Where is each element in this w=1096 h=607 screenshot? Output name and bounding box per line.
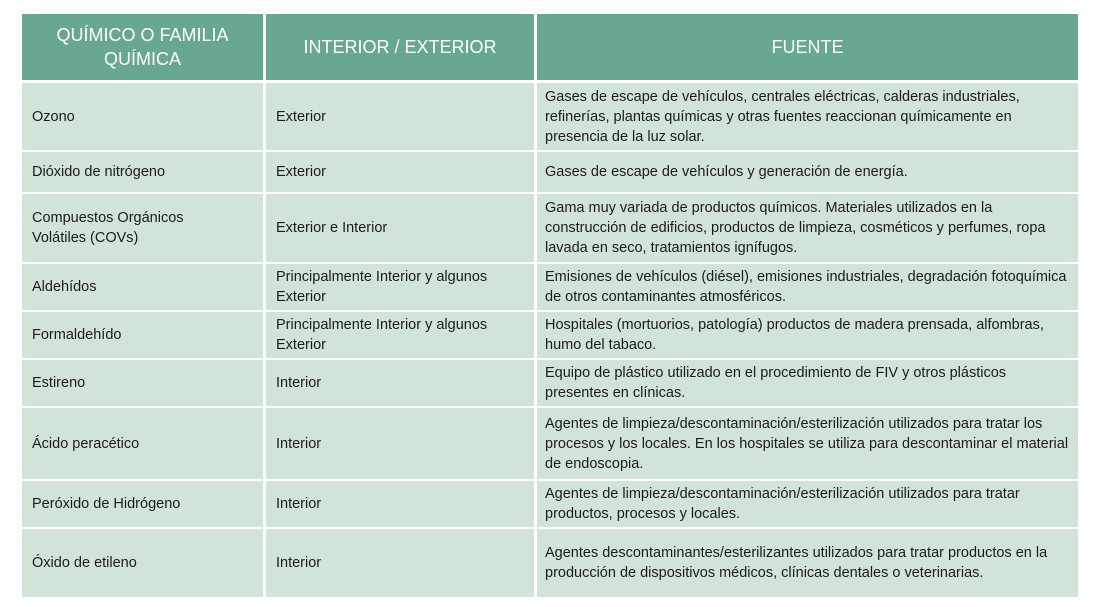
column-header-fuente: FUENTE — [537, 14, 1078, 80]
cell-ubicacion — [266, 194, 534, 262]
cell-text: Agentes de limpieza/descontaminación/esterilización utilizados para tratar los procesos y los locales. En los hospitales se utiliza para descontaminar el material de endoscopia. — [545, 415, 1069, 472]
cell-quimico — [22, 152, 263, 192]
cell-text: Formaldehído — [32, 327, 122, 343]
cell-fuente — [537, 312, 1078, 358]
cell-quimico — [22, 194, 263, 262]
cell-fuente — [537, 408, 1078, 479]
cell-text: Gama muy variada de productos químicos. Materiales utilizados en la construcción de edificios, productos de limpieza, cosméticos y perfumes, ropa lavada en seco, tratamientos ignífugos. — [545, 200, 1046, 256]
cell-ubicacion — [266, 529, 534, 597]
cell-text: Equipo de plástico utilizado en el procedimiento de FIV y otros plásticos presentes en clínicas. — [545, 365, 1007, 401]
cell-quimico — [22, 264, 263, 310]
cell-ubicacion — [266, 264, 534, 310]
cell-fuente — [537, 264, 1078, 310]
cell-text: Interior — [276, 375, 322, 391]
cell-quimico — [22, 408, 263, 479]
cell-text: Interior — [276, 496, 322, 512]
cell-text: Interior — [276, 435, 322, 452]
cell-quimico — [22, 83, 263, 150]
cell-ubicacion — [266, 360, 534, 406]
cell-fuente — [537, 529, 1078, 597]
chemicals-table — [22, 14, 1078, 597]
cell-quimico — [22, 312, 263, 358]
cell-text: Interior — [276, 555, 322, 571]
cell-ubicacion — [266, 312, 534, 358]
cell-text: Exterior e Interior — [276, 220, 388, 236]
cell-ubicacion — [266, 152, 534, 192]
column-header-interior-exterior: INTERIOR / EXTERIOR — [266, 14, 534, 80]
cell-text: Agentes de limpieza/descontaminación/esterilización utilizados para tratar productos, procesos y locales. — [545, 486, 1020, 522]
cell-ubicacion — [266, 408, 534, 479]
table-body — [22, 83, 1078, 597]
table-header-row — [22, 14, 1078, 80]
cell-quimico — [22, 360, 263, 406]
cell-text: Peróxido de Hidrógeno — [32, 496, 181, 512]
cell-text: Óxido de etileno — [32, 555, 137, 571]
cell-text: Agentes descontaminantes/esterilizantes utilizados para tratar productos en la producción de dispositivos médicos, clínicas dentales o veterinarias. — [545, 545, 1048, 581]
cell-text: Ozono — [32, 108, 75, 125]
cell-text: Gases de escape de vehículos y generación de energía. — [545, 164, 908, 180]
column-header-quimico: QUÍMICO O FAMILIA QUÍMICA — [22, 14, 263, 80]
cell-quimico — [22, 481, 263, 527]
cell-fuente — [537, 83, 1078, 150]
cell-fuente — [537, 152, 1078, 192]
cell-text: Exterior — [276, 164, 326, 180]
cell-text: Estireno — [32, 375, 86, 391]
cell-text: Principalmente Interior y algunos Exterior — [276, 317, 488, 353]
cell-text: Hospitales (mortuorios, patología) productos de madera prensada, alfombras, humo del tabaco. — [545, 317, 1044, 353]
cell-quimico — [22, 529, 263, 597]
cell-text: Dióxido de nitrógeno — [32, 164, 166, 180]
cell-text: Exterior — [276, 108, 326, 125]
cell-text: Principalmente Interior y algunos Exterior — [276, 269, 488, 305]
cell-text: Gases de escape de vehículos, centrales eléctricas, calderas industriales, refinerías, plantas químicas y otras fuentes reaccionan químicamente en presencia de la luz solar. — [545, 88, 1020, 145]
cell-fuente — [537, 194, 1078, 262]
cell-text: Compuestos Orgánicos Volátiles (COVs) — [32, 210, 184, 246]
cell-fuente — [537, 481, 1078, 527]
cell-ubicacion — [266, 481, 534, 527]
cell-text: Emisiones de vehículos (diésel), emisiones industriales, degradación fotoquímica de otros contaminantes atmosféricos. — [545, 269, 1067, 305]
cell-ubicacion — [266, 83, 534, 150]
cell-text: Ácido peracético — [32, 435, 140, 452]
cell-text: Aldehídos — [32, 279, 97, 295]
cell-fuente — [537, 360, 1078, 406]
